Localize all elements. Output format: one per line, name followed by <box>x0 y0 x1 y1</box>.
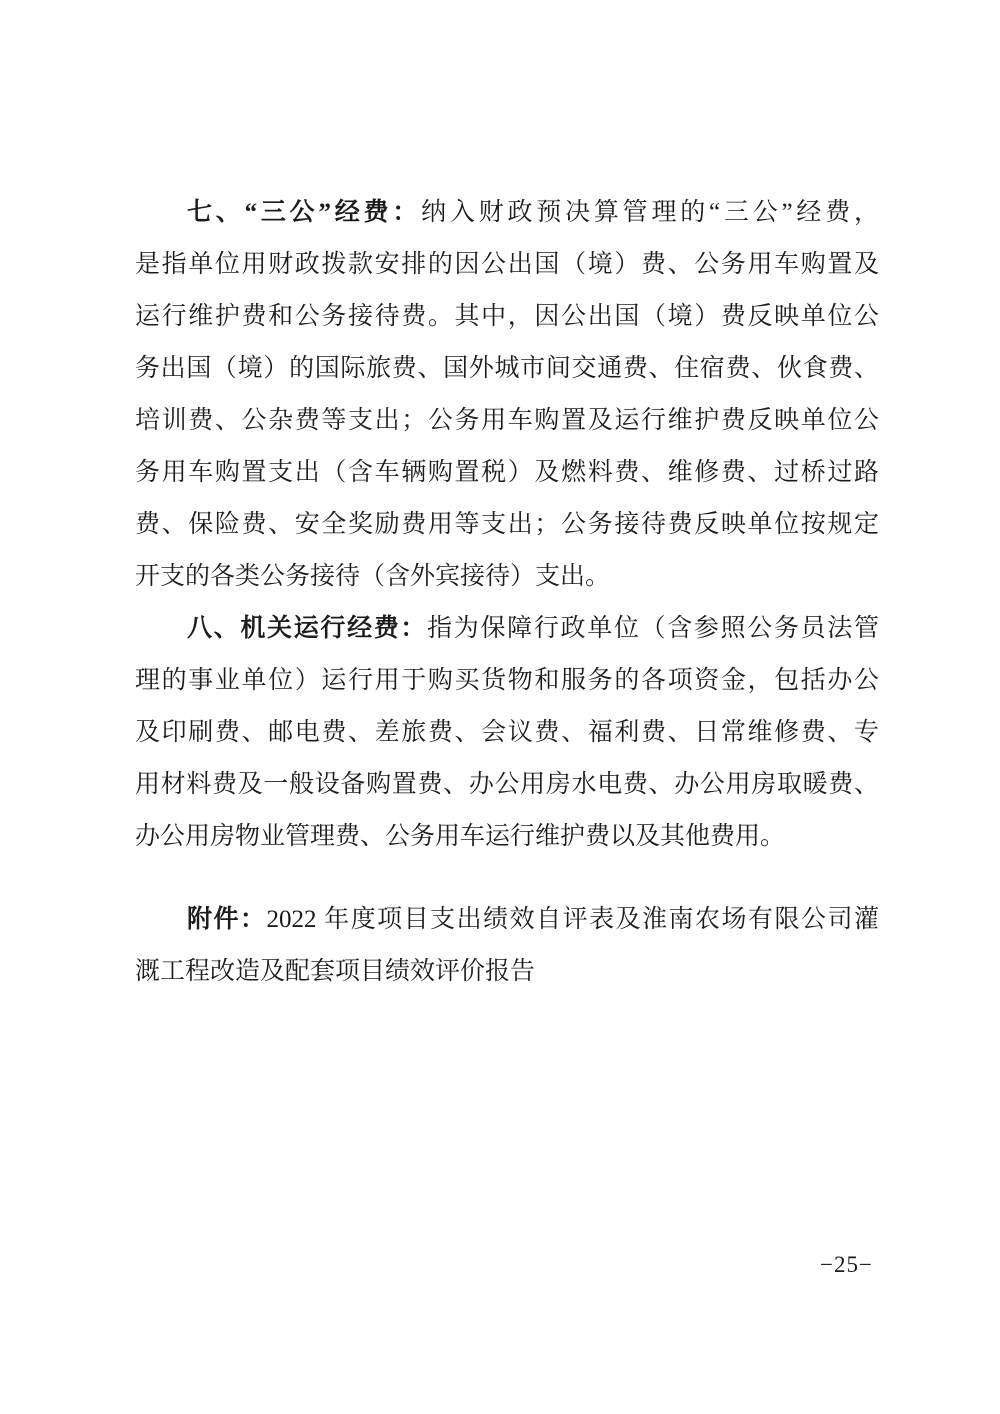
page-number: −25− <box>820 1252 873 1277</box>
attachment-note <box>135 894 879 998</box>
paragraph-line: 理的事业单位）运行用于购买货物和服务的各项资金，包括办公 <box>135 667 879 694</box>
section-heading: 八、机关运行经费： <box>187 615 428 642</box>
section-sangong-funds <box>135 187 879 603</box>
paragraph-line: 及印刷费、邮电费、差旅费、会议费、福利费、日常维修费、专 <box>135 719 879 746</box>
paragraph-text: 纳入财政预决算管理的“三公”经费， <box>421 199 879 226</box>
paragraph-line: 是指单位用财政拨款安排的因公出国（境）费、公务用车购置及 <box>135 251 879 278</box>
section-heading: 七、“三公”经费： <box>187 199 422 226</box>
paragraph-line: 用材料费及一般设备购置费、办公用房水电费、办公用房取暖费、 <box>135 771 879 798</box>
paragraph-line: 开支的各类公务接待（含外宾接待）支出。 <box>135 563 611 590</box>
paragraph-line <box>135 187 879 239</box>
paragraph-line: 费、保险费、安全奖励费用等支出；公务接待费反映单位按规定 <box>135 511 879 538</box>
attachment-line: 溉工程改造及配套项目绩效评价报告 <box>135 958 536 985</box>
attachment-text: 2022 年度项目支出绩效自评表及淮南农场有限公司灌 <box>266 906 879 933</box>
paragraph-line: 运行维护费和公务接待费。其中，因公出国（境）费反映单位公 <box>135 303 879 330</box>
attachment-label: 附件： <box>187 906 267 933</box>
paragraph-line: 务用车购置支出（含车辆购置税）及燃料费、维修费、过桥过路 <box>135 459 879 486</box>
paragraph-line: 务出国（境）的国际旅费、国外城市间交通费、住宿费、伙食费、 <box>135 355 879 382</box>
paragraph-text: 指为保障行政单位（含参照公务员法管 <box>427 615 879 642</box>
document-body <box>135 187 879 998</box>
section-agency-operating-funds <box>135 603 879 863</box>
paragraph-line: 培训费、公杂费等支出；公务用车购置及运行维护费反映单位公 <box>135 407 879 434</box>
paragraph-line: 办公用房物业管理费、公务用车运行维护费以及其他费用。 <box>135 823 786 850</box>
attachment-line <box>135 894 879 946</box>
paragraph-line <box>135 603 879 655</box>
